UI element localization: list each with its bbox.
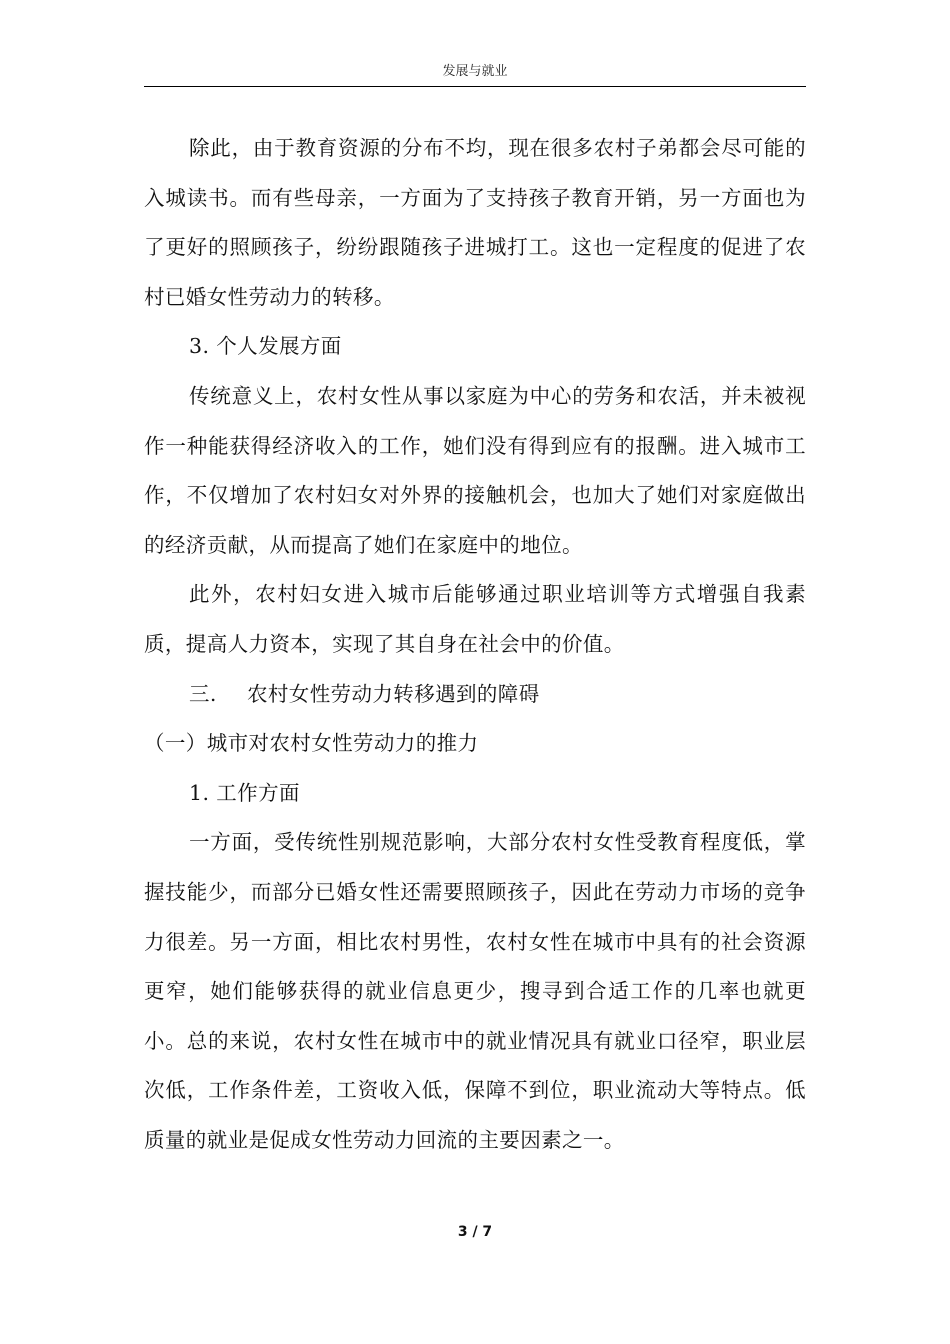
page-number: 3 / 7	[457, 1224, 493, 1240]
paragraph-self-value: 此外，农村妇女进入城市后能够通过职业培训等方式增强自我素质，提高人力资本，实现了其自身在社会中的价值。	[144, 582, 806, 656]
paragraph-traditional-role: 传统意义上，农村女性从事以家庭为中心的劳务和农活，并未被视作一种能获得经济收入的工作，她们没有得到应有的报酬。进入城市工作，不仅增加了农村妇女对外界的接触机会，也加大了她们对家庭做出的经济贡献，从而提高了她们在家庭中的地位。	[144, 383, 806, 557]
paragraph-employment: 一方面，受传统性别规范影响，大部分农村女性受教育程度低，掌握技能少，而部分已婚女性还需要照顾孩子，因此在劳动力市场的竞争力很差。另一方面，相比农村男性，农村女性在城市中具有的社会资源更窄，她们能够获得的就业信息更少，搜寻到合适工作的几率也就更小。总的来说，农村女性在城市中的就业情况具有就业口径窄，职业层次低，工作条件差，工资收入低，保障不到位，职业流动大等特点。低质量的就业是促成女性劳动力回流的主要因素之一。	[144, 830, 806, 1152]
section-title: 农村女性劳动力转移遇到的障碍	[247, 681, 540, 706]
section-heading-obstacles	[144, 670, 806, 720]
header-title: 发展与就业	[442, 64, 508, 79]
subheading-city-push: （一）城市对农村女性劳动力的推力	[144, 731, 479, 756]
heading-personal-development: 3. 个人发展方面	[189, 334, 342, 359]
section-number: 三.	[189, 681, 217, 706]
paragraph-education: 除此，由于教育资源的分布不均，现在很多农村子弟都会尽可能的入城读书。而有些母亲，一方面为了支持孩子教育开销，另一方面也为了更好的照顾孩子，纷纷跟随孩子进城打工。这也一定程度的促进了农村已婚女性劳动力的转移。	[144, 136, 806, 309]
heading-work: 1. 工作方面	[189, 780, 300, 805]
page-header	[144, 62, 806, 87]
document-body	[144, 124, 806, 1165]
